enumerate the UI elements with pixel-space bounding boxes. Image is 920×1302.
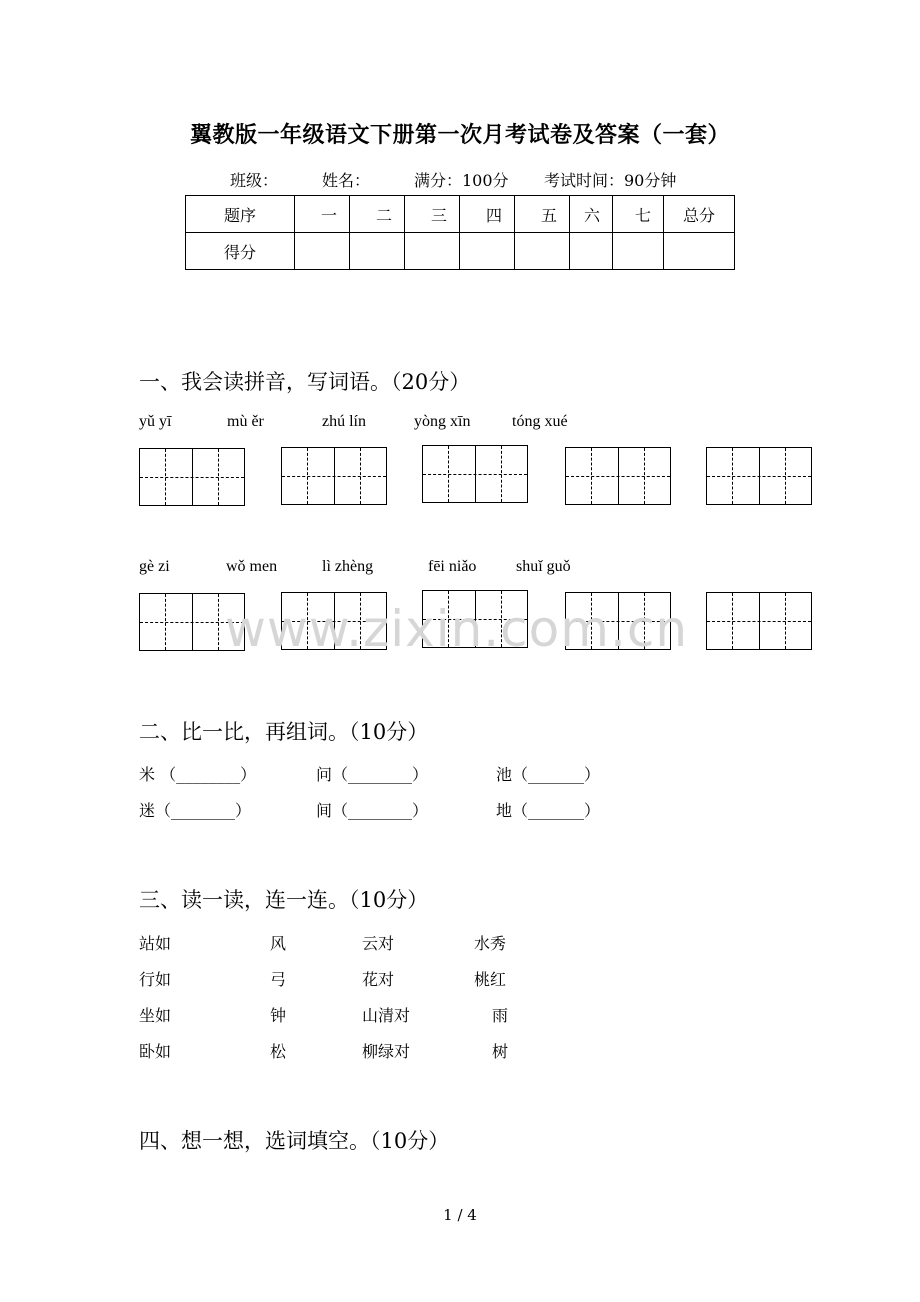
header-cell: 三 bbox=[405, 196, 460, 233]
match-item[interactable]: 钟 bbox=[270, 1006, 287, 1025]
pinyin-item: lì zhèng bbox=[322, 558, 374, 575]
section2-heading: 二、比一比，再组词。（10分） bbox=[139, 720, 429, 744]
compare-item[interactable]: 地（_______） bbox=[496, 801, 601, 820]
score-cell[interactable] bbox=[295, 233, 350, 270]
compare-item[interactable]: 迷（________） bbox=[139, 801, 252, 820]
header-cell: 四 bbox=[460, 196, 515, 233]
pinyin-item: tóng xué bbox=[512, 413, 568, 430]
page-title: 翼教版一年级语文下册第一次月考试卷及答案（一套） bbox=[189, 122, 730, 148]
match-item[interactable]: 花对 bbox=[362, 970, 395, 989]
writing-grid[interactable] bbox=[565, 447, 671, 505]
name-label: 姓名： bbox=[322, 171, 371, 190]
score-cell[interactable] bbox=[350, 233, 405, 270]
match-item[interactable]: 风 bbox=[270, 934, 287, 953]
section3-heading: 三、读一读，连一连。（10分） bbox=[139, 888, 429, 912]
watermark: www.zixin.com.cn bbox=[225, 600, 689, 658]
match-item[interactable]: 行如 bbox=[139, 970, 172, 989]
match-item[interactable]: 坐如 bbox=[139, 1006, 172, 1025]
header-cell: 一 bbox=[295, 196, 350, 233]
header-cell: 题序 bbox=[186, 196, 295, 233]
header-cell: 二 bbox=[350, 196, 405, 233]
score-cell[interactable] bbox=[664, 233, 735, 270]
score-table-score-row bbox=[186, 233, 735, 270]
match-item[interactable]: 柳绿对 bbox=[362, 1042, 411, 1061]
score-table-header-row bbox=[186, 196, 735, 233]
class-label: 班级： bbox=[230, 171, 279, 190]
match-item[interactable]: 云对 bbox=[362, 934, 395, 953]
match-item[interactable]: 弓 bbox=[270, 970, 287, 989]
section1-heading: 一、我会读拼音，写词语。（20分） bbox=[139, 370, 471, 394]
score-cell[interactable] bbox=[405, 233, 460, 270]
writing-grid[interactable] bbox=[706, 447, 812, 505]
full-score: 满分：100分 bbox=[414, 171, 509, 190]
writing-grid[interactable] bbox=[706, 592, 812, 650]
section4-heading: 四、想一想，选词填空。（10分） bbox=[139, 1129, 450, 1153]
match-item[interactable]: 山清对 bbox=[362, 1006, 411, 1025]
match-item[interactable]: 雨 bbox=[492, 1006, 509, 1025]
header-cell: 七 bbox=[613, 196, 664, 233]
pinyin-item: zhú lín bbox=[322, 413, 366, 430]
score-table bbox=[185, 195, 735, 270]
compare-item[interactable]: 米 （________） bbox=[139, 765, 257, 784]
pinyin-item: mù ěr bbox=[227, 413, 264, 430]
match-item[interactable]: 树 bbox=[492, 1042, 509, 1061]
header-cell: 总分 bbox=[664, 196, 735, 233]
pinyin-item: gè zi bbox=[139, 558, 170, 575]
compare-item[interactable]: 间（________） bbox=[316, 801, 429, 820]
match-item[interactable]: 卧如 bbox=[139, 1042, 172, 1061]
score-cell[interactable] bbox=[515, 233, 570, 270]
writing-grid[interactable] bbox=[281, 447, 387, 505]
pinyin-item: yòng xīn bbox=[414, 413, 471, 430]
compare-item[interactable]: 问（________） bbox=[316, 765, 429, 784]
header-cell: 六 bbox=[570, 196, 613, 233]
score-cell[interactable] bbox=[613, 233, 664, 270]
pinyin-item: yǔ yī bbox=[139, 413, 172, 430]
row-label: 得分 bbox=[186, 233, 295, 270]
pinyin-item: wǒ men bbox=[226, 558, 278, 575]
writing-grid[interactable] bbox=[422, 445, 528, 503]
match-item[interactable]: 桃红 bbox=[474, 970, 507, 989]
pinyin-item: fēi niǎo bbox=[428, 558, 477, 575]
page-number: 1 / 4 bbox=[443, 1206, 477, 1224]
score-cell[interactable] bbox=[570, 233, 613, 270]
header-cell: 五 bbox=[515, 196, 570, 233]
score-cell[interactable] bbox=[460, 233, 515, 270]
pinyin-item: shuǐ guǒ bbox=[516, 558, 571, 575]
exam-time: 考试时间：90分钟 bbox=[544, 171, 677, 190]
compare-item[interactable]: 池（_______） bbox=[496, 765, 601, 784]
writing-grid[interactable] bbox=[139, 448, 245, 506]
match-item[interactable]: 松 bbox=[270, 1042, 287, 1061]
match-item[interactable]: 站如 bbox=[139, 934, 172, 953]
match-item[interactable]: 水秀 bbox=[474, 934, 507, 953]
